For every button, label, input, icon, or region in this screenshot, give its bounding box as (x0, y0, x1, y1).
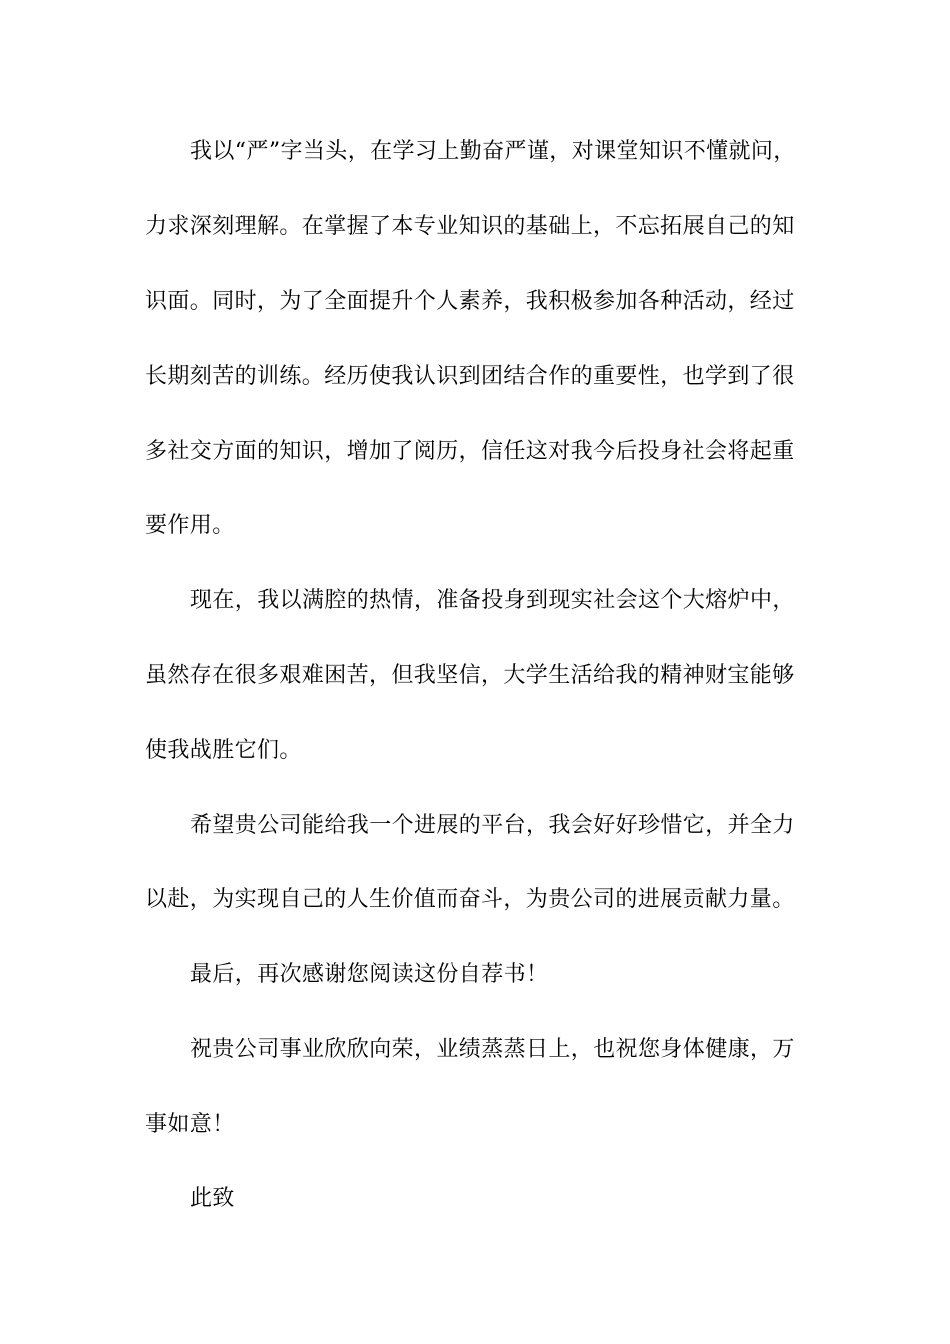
paragraph-3-line-1: 希望贵公司能给我一个进展的平台，我会好好珍惜它，并全力 (190, 813, 795, 838)
paragraph-2-line-2: 虽然存在很多艰难困苦，但我坚信，大学生活给我的精神财宝能够 (145, 663, 795, 688)
paragraph-3-line-2: 以赴，为实现自己的人生价值而奋斗，为贵公司的进展贡献力量。 (145, 887, 795, 912)
paragraph-2-line-1: 现在，我以满腔的热情，准备投身到现实社会这个大熔炉中， (190, 588, 795, 613)
paragraph-1-line-3: 识面。同时，为了全面提升个人素养，我积极参加各种活动，经过 (145, 289, 795, 314)
paragraph-1-line-6: 要作用。 (145, 513, 235, 538)
paragraph-1-line-4: 长期刻苦的训练。经历使我认识到团结合作的重要性，也学到了很 (145, 364, 795, 389)
paragraph-1-line-1: 我以“严”字当头，在学习上勤奋严谨，对课堂知识不懂就问， (190, 139, 796, 164)
paragraph-2-line-3: 使我战胜它们。 (145, 738, 302, 763)
closing-salutation: 此致 (190, 1186, 235, 1211)
paragraph-5-line-2: 事如意！ (145, 1112, 235, 1137)
paragraph-5-line-1: 祝贵公司事业欣欣向荣，业绩蒸蒸日上，也祝您身体健康，万 (190, 1037, 795, 1062)
paragraph-4-line-1: 最后，再次感谢您阅读这份自荐书！ (190, 962, 549, 987)
paragraph-1-line-2: 力求深刻理解。在掌握了本专业知识的基础上，不忘拓展自己的知 (145, 214, 795, 239)
paragraph-1-line-5: 多社交方面的知识，增加了阅历，信任这对我今后投身社会将起重 (145, 439, 795, 464)
